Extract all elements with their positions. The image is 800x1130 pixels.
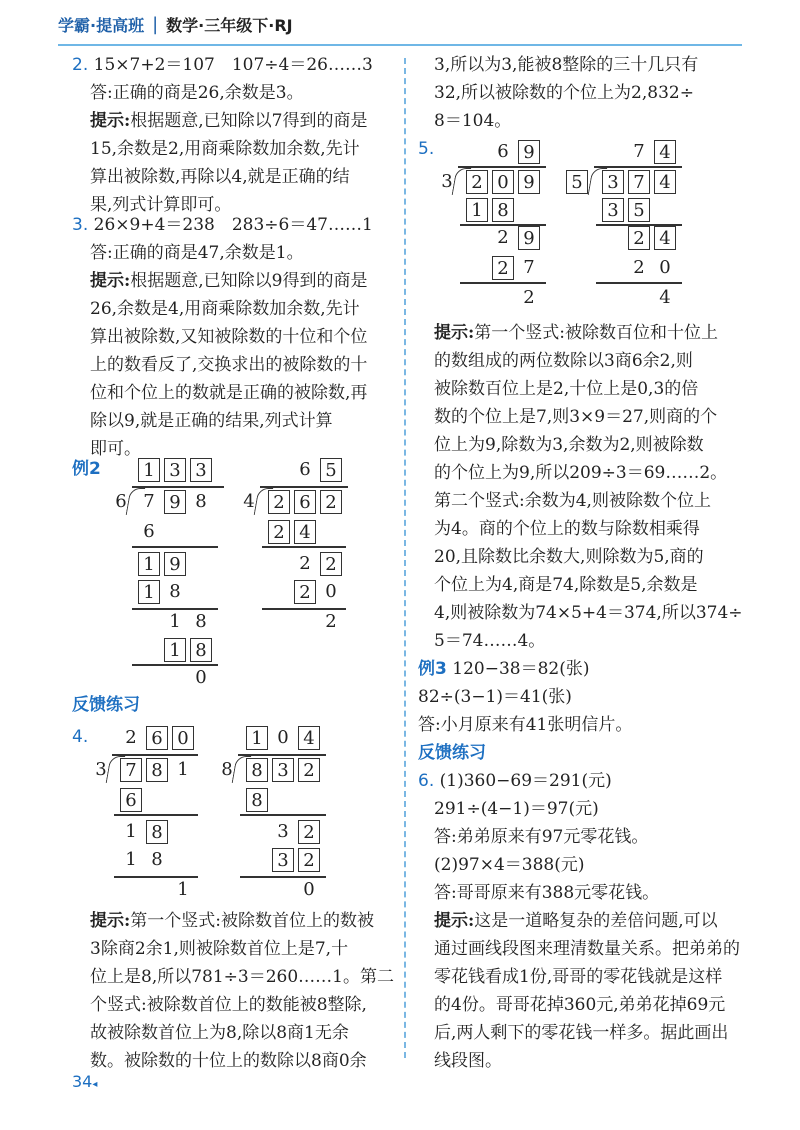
step-digit: 6 [143, 521, 155, 542]
quotient-digit: 7 [633, 141, 645, 162]
step-digit: 0 [325, 581, 337, 602]
q6-line: (2)97×4＝388(元) [434, 855, 585, 875]
q5-hint-line: 4,则被除数为74×5+4＝374,所以374÷ [434, 603, 743, 623]
quotient-digit: 9 [518, 140, 540, 164]
q3-answer: 答:正确的商是47,余数是1。 [90, 243, 304, 263]
continued-line: 32,所以被除数的个位上为2,832÷ [434, 83, 694, 103]
remainder: 2 [523, 287, 535, 308]
step-line [460, 282, 546, 284]
division-bar [594, 166, 682, 168]
q5-hint-label: 提示: [434, 323, 475, 343]
q5-hint-line: 为4。商的个位上的数与除数相乘得 [434, 519, 700, 539]
divisor: 5 [566, 170, 588, 194]
step-digit: 3 [277, 821, 289, 842]
book-title: 数学·三年级下·RJ [166, 15, 293, 35]
q6-hint-label: 提示: [434, 911, 475, 931]
step-line [132, 546, 218, 548]
step-digit: 2 [628, 226, 650, 250]
division-bar [132, 486, 224, 488]
dividend-digit: 4 [654, 170, 676, 194]
quotient-digit: 6 [497, 141, 509, 162]
page-number [72, 1072, 97, 1091]
q4-hint-line: 第一个竖式:被除数首位上的数被 [130, 911, 375, 931]
q3-hint-line: 上的数看反了,交换求出的被除数的十 [90, 355, 368, 375]
divisor: 3 [441, 171, 453, 192]
step-digit: 2 [497, 227, 509, 248]
step-line [240, 814, 326, 816]
q5-hint-line: 数的个位上是7,则3×9＝27,则商的个 [434, 407, 718, 427]
q6-hint-line: 通过画线段图来理清数量关系。把弟弟的 [434, 939, 740, 959]
quotient-digit: 3 [190, 458, 212, 482]
dividend-digit: 0 [492, 170, 514, 194]
step-digit: 1 [138, 552, 160, 576]
dividend-digit: 2 [298, 758, 320, 782]
dividend-digit: 6 [294, 490, 316, 514]
step-digit: 2 [298, 820, 320, 844]
step-digit: 8 [195, 611, 207, 632]
dividend-digit: 7 [120, 758, 142, 782]
q5-hint-line: 的个位上为9,所以209÷3＝69……2。 [434, 463, 728, 483]
header-separator: | [152, 13, 159, 35]
step-line [114, 814, 198, 816]
q6-line: 答:哥哥原来有388元零花钱。 [434, 883, 660, 903]
feedback-label-left: 反馈练习 [72, 695, 140, 715]
q5-hint-line: 20,且除数比余数大,则除数为5,商的 [434, 547, 704, 567]
q4-hint-line: 故被除数首位上为8,除以8商1无余 [90, 1023, 349, 1043]
step-digit: 4 [654, 226, 676, 250]
q6-number: 6. [418, 771, 435, 791]
q5-hint-line: 第一个竖式:被除数百位和十位上 [474, 323, 719, 343]
step-line [262, 546, 346, 548]
step-digit: 8 [146, 820, 168, 844]
step-digit: 8 [190, 638, 212, 662]
q5-hint-line: 的数组成的两位数除以3商6余2,则 [434, 351, 693, 371]
page-number-text: 34 [72, 1072, 93, 1091]
quotient-digit: 3 [164, 458, 186, 482]
division-bar [238, 754, 326, 756]
q5-hint-line: 位上为9,除数为3,余数为2,则被除数 [434, 435, 704, 455]
step-line [596, 282, 682, 284]
quotient-digit: 4 [298, 726, 320, 750]
ex3-line: 答:小月原来有41张明信片。 [418, 715, 633, 735]
q4-hint-line: 3除商2余1,则被除数首位上是7,十 [90, 939, 349, 959]
step-digit: 2 [294, 580, 316, 604]
q3-calc: 26×9+4＝238 283÷6＝47……1 [93, 215, 373, 235]
dividend-digit: 8 [246, 758, 268, 782]
step-digit: 8 [169, 581, 181, 602]
q2-hint-label: 提示: [90, 111, 131, 131]
dividend-digit: 7 [143, 491, 155, 512]
quotient-digit: 1 [246, 726, 268, 750]
division-bar [458, 166, 546, 168]
remainder: 2 [325, 611, 337, 632]
step-digit: 6 [120, 788, 142, 812]
step-digit: 0 [659, 257, 671, 278]
page-marker-icon: ◂ [92, 1079, 98, 1090]
step-digit: 1 [164, 638, 186, 662]
quotient-digit: 4 [654, 140, 676, 164]
header-rule [58, 44, 742, 46]
q6-hint-line: 线段图。 [434, 1051, 502, 1071]
divisor: 6 [115, 491, 127, 512]
step-digit: 2 [299, 553, 311, 574]
q3-hint-label: 提示: [90, 271, 131, 291]
q6-line: 291÷(4−1)＝97(元) [434, 799, 599, 819]
divisor: 4 [243, 491, 255, 512]
step-digit: 2 [298, 848, 320, 872]
dividend-digit: 2 [320, 490, 342, 514]
divisor: 8 [221, 759, 233, 780]
step-digit: 1 [466, 198, 488, 222]
step-digit: 1 [125, 821, 137, 842]
q2-calc: 15×7+2＝107 107÷4＝26……3 [93, 55, 373, 75]
q3-hint-line: 即可。 [90, 439, 141, 459]
dividend-digit: 9 [518, 170, 540, 194]
step-digit: 1 [169, 611, 181, 632]
quotient-digit: 6 [146, 726, 168, 750]
page-header [0, 0, 800, 48]
remainder: 1 [177, 879, 189, 900]
dividend-digit: 3 [272, 758, 294, 782]
step-digit: 7 [523, 257, 535, 278]
quotient-digit: 5 [320, 458, 342, 482]
example-3-label: 例3 [418, 659, 447, 679]
column-divider [404, 58, 406, 1058]
q2-hint-line: 果,列式计算即可。 [90, 195, 232, 215]
q6-line: (1)360−69＝291(元) [439, 771, 612, 791]
q5-number: 5. [418, 139, 435, 159]
dividend-digit: 7 [628, 170, 650, 194]
step-digit: 5 [628, 198, 650, 222]
step-digit: 2 [492, 256, 514, 280]
quotient-digit: 6 [299, 459, 311, 480]
step-digit: 2 [320, 552, 342, 576]
dividend-digit: 8 [146, 758, 168, 782]
q6-hint-line: 零花钱看成1份,哥哥的零花钱就是这样 [434, 967, 723, 987]
remainder: 0 [195, 667, 207, 688]
feedback-label-right: 反馈练习 [418, 743, 486, 763]
q3-number: 3. [72, 215, 89, 235]
step-digit: 8 [151, 849, 163, 870]
q3-hint-line: 26,余数是4,用商乘除数加余数,先计 [90, 299, 360, 319]
ex3-line: 82÷(3−1)＝41(张) [418, 687, 572, 707]
q6-line: 答:弟弟原来有97元零花钱。 [434, 827, 649, 847]
remainder: 4 [659, 287, 671, 308]
q3-hint-line: 除以9,就是正确的结果,列式计算 [90, 411, 333, 431]
q6-hint-line: 后,两人剩下的零花钱一样多。据此画出 [434, 1023, 729, 1043]
q4-number: 4. [72, 727, 89, 747]
remainder: 0 [303, 879, 315, 900]
q2-answer: 答:正确的商是26,余数是3。 [90, 83, 304, 103]
q6-hint-line: 的4份。哥哥花掉360元,弟弟花掉69元 [434, 995, 726, 1015]
ex3-line: 120−38＝82(张) [452, 659, 590, 679]
dividend-digit: 9 [164, 490, 186, 514]
quotient-digit: 2 [125, 727, 137, 748]
division-bar [260, 486, 348, 488]
division-bar [112, 754, 198, 756]
example-2-label: 例2 [72, 459, 101, 479]
step-digit: 8 [492, 198, 514, 222]
step-digit: 1 [125, 849, 137, 870]
step-digit: 1 [138, 580, 160, 604]
step-digit: 8 [246, 788, 268, 812]
quotient-digit: 1 [138, 458, 160, 482]
q5-hint-line: 被除数百位上是2,十位上是0,3的倍 [434, 379, 699, 399]
q2-hint-line: 15,余数是2,用商乘除数加余数,先计 [90, 139, 360, 159]
step-digit: 9 [164, 552, 186, 576]
q3-hint-line: 算出被除数,又知被除数的十位和个位 [90, 327, 368, 347]
q6-hint-line: 这是一道略复杂的差倍问题,可以 [474, 911, 718, 931]
q3-hint-line: 位和个位上的数就是正确的被除数,再 [90, 383, 368, 403]
q2-hint-line: 算出被除数,再除以4,就是正确的结 [90, 167, 350, 187]
q5-hint-line: 第二个竖式:余数为4,则被除数个位上 [434, 491, 711, 511]
step-digit: 4 [294, 520, 316, 544]
dividend-digit: 3 [602, 170, 624, 194]
q5-hint-line: 个位上为4,商是74,除数是5,余数是 [434, 575, 698, 595]
q3-hint-line: 根据题意,已知除以9得到的商是 [130, 271, 368, 291]
continued-line: 8＝104。 [434, 111, 512, 131]
quotient-digit: 0 [172, 726, 194, 750]
q2-number: 2. [72, 55, 89, 75]
step-digit: 9 [518, 226, 540, 250]
quotient-digit: 0 [277, 727, 289, 748]
dividend-digit: 2 [466, 170, 488, 194]
brand-logo: 学霸·提高班 [58, 15, 145, 35]
q2-hint-line: 根据题意,已知除以7得到的商是 [130, 111, 368, 131]
dividend-digit: 2 [268, 490, 290, 514]
q5-hint-line: 5＝74……4。 [434, 631, 546, 651]
dividend-digit: 8 [195, 491, 207, 512]
q4-hint-line: 数。被除数的十位上的数除以8商0余 [90, 1051, 367, 1071]
step-digit: 2 [633, 257, 645, 278]
step-digit: 3 [602, 198, 624, 222]
divisor: 3 [95, 759, 107, 780]
step-digit: 2 [268, 520, 290, 544]
dividend-digit: 1 [177, 759, 189, 780]
step-digit: 3 [272, 848, 294, 872]
continued-line: 3,所以为3,能被8整除的三十几只有 [434, 55, 699, 75]
q4-hint-line: 个竖式:被除数首位上的数能被8整除, [90, 995, 367, 1015]
q4-hint-label: 提示: [90, 911, 131, 931]
q4-hint-line: 位上是8,所以781÷3＝260……1。第二 [90, 967, 394, 987]
